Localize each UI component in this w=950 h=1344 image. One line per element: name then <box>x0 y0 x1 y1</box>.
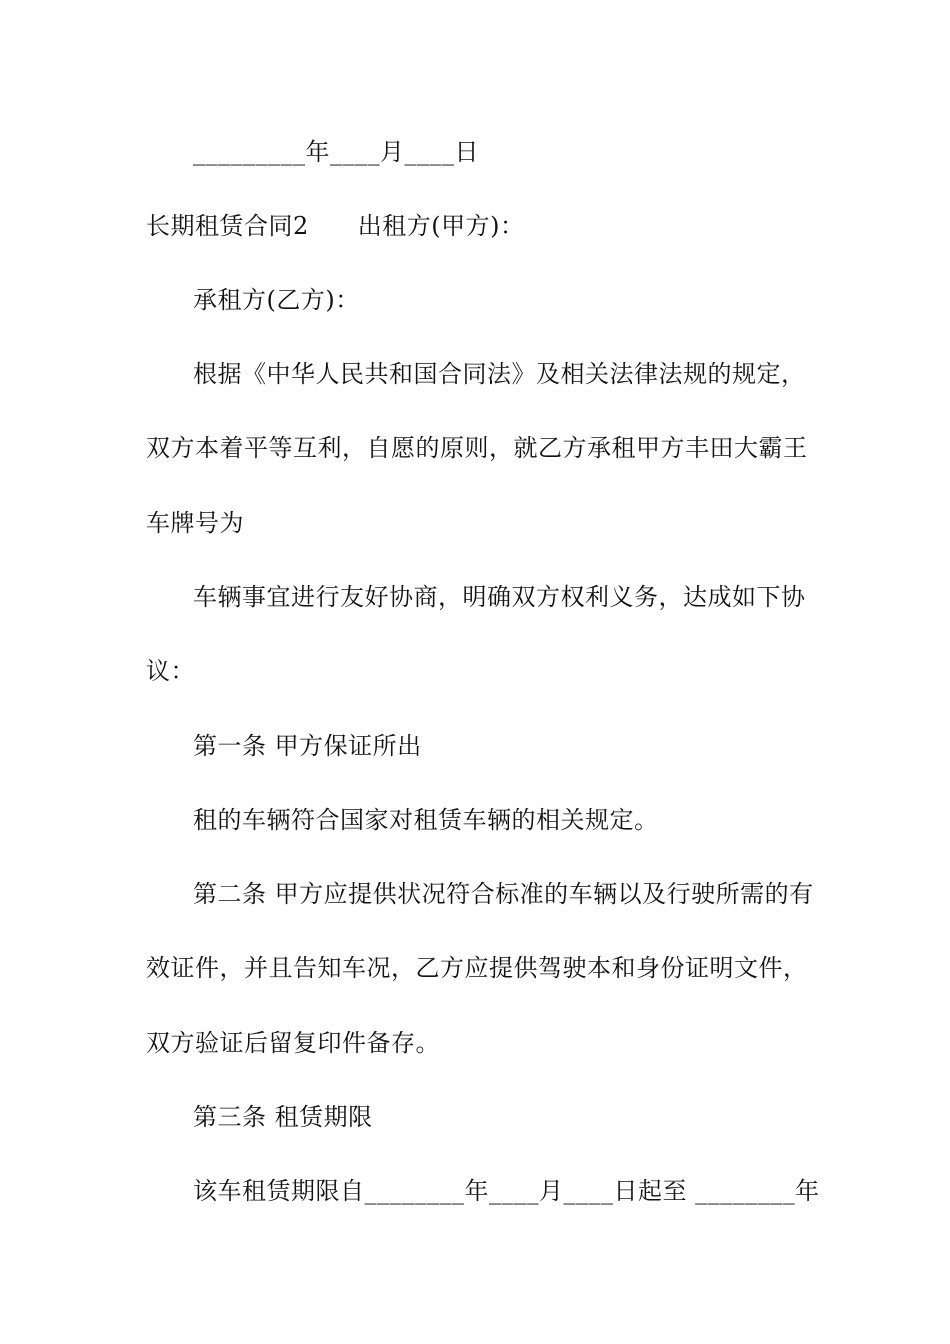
article-two-line: 第二条 甲方应提供状况符合标准的车辆以及行驶所需的有 <box>193 880 814 908</box>
paragraph-line: 车辆事宜进行友好协商，明确双方权利义务，达成如下协 <box>193 583 806 611</box>
paragraph-line: 双方本着平等互利，自愿的原则，就乙方承租甲方丰田大霸王 <box>146 434 808 462</box>
article-one-heading: 第一条 甲方保证所出 <box>193 732 422 760</box>
paragraph-line: 效证件，并且告知车况，乙方应提供驾驶本和身份证明文件， <box>146 954 808 982</box>
paragraph-line: 议： <box>146 657 195 685</box>
paragraph-line: 双方验证后留复印件备存。 <box>146 1029 440 1057</box>
lease-term-line: 该车租赁期限自________年____月____日起至 ________年 <box>193 1177 820 1205</box>
paragraph-line: 根据《中华人民共和国合同法》及相关法律法规的规定， <box>193 360 806 388</box>
paragraph-line: 车牌号为 <box>146 509 244 537</box>
lessee-line: 承租方(乙方)： <box>193 286 360 314</box>
contract-title-and-lessor: 长期租赁合同2 出租方(甲方)： <box>146 212 525 240</box>
article-three-heading: 第三条 租赁期限 <box>193 1103 373 1131</box>
date-line: _________年____月____日 <box>193 138 479 166</box>
paragraph-line: 租的车辆符合国家对租赁车辆的相关规定。 <box>193 806 659 834</box>
